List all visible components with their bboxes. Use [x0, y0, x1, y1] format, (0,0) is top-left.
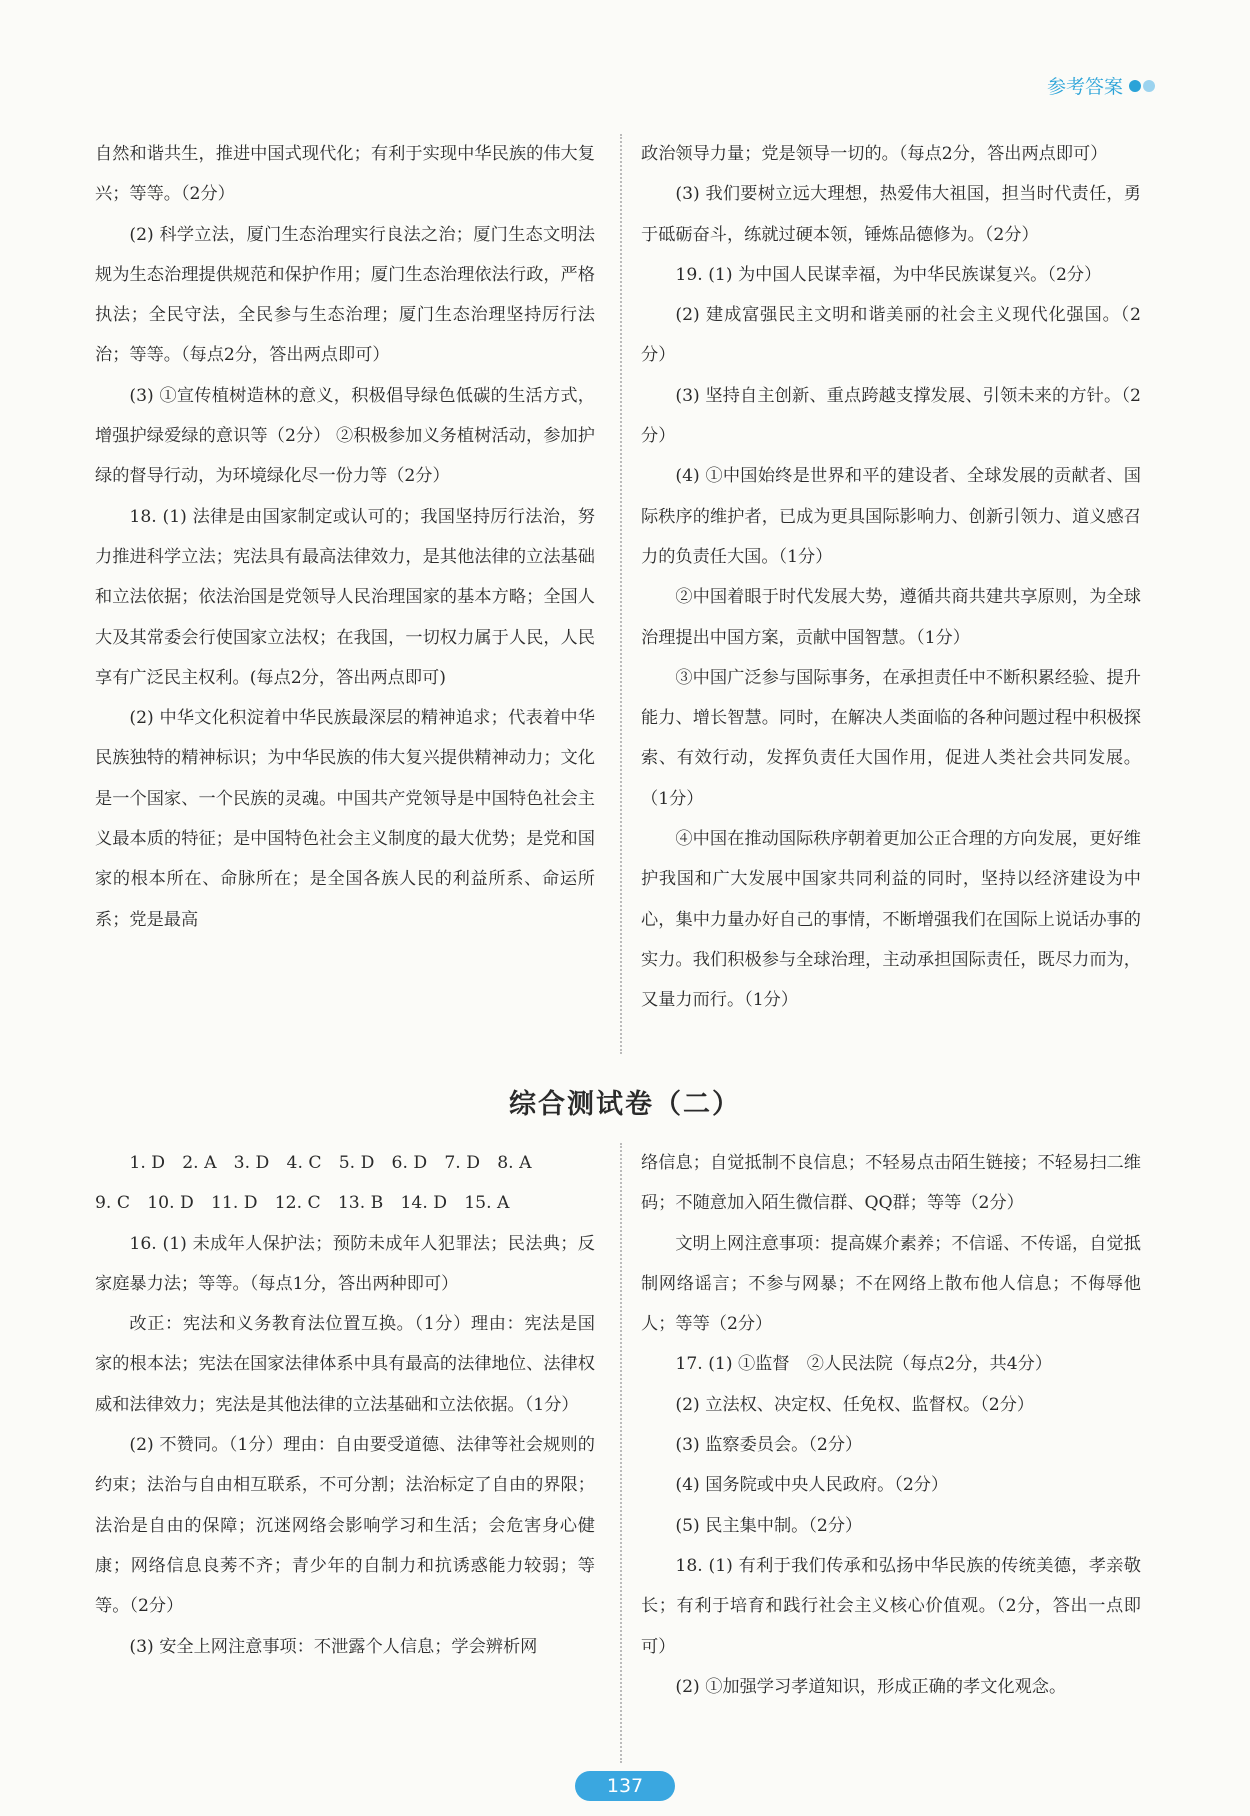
answer-paragraph: 文明上网注意事项：提高媒介素养；不信谣、不传谣，自觉抵制网络谣言；不参与网暴；不在网络上散布他人信息；不侮辱他人；等等（2分） [641, 1233, 1141, 1335]
bottom-left-column [95, 1143, 595, 1667]
answer-paragraph: 18. (1) 有利于我们传承和弘扬中华民族的传统美德，孝亲敬长；有利于培育和践行社会主义核心价值观。（2分，答出一点即可） [641, 1555, 1141, 1657]
answer-paragraph: 18. (1) 法律是由国家制定或认可的；我国坚持厉行法治，努力推进科学立法；宪法具有最高法律效力，是其他法律的立法基础和立法依据；依法治国是党领导人民治理国家的基本方略；全国人大及其常委会行使国家立法权；在我国，一切权力属于人民，人民享有广泛民主权利。(每点2分，答出两点即可) [95, 506, 595, 688]
answer-paragraph: 改正：宪法和义务教育法位置互换。（1分）理由：宪法是国家的根本法；宪法在国家法律体系中具有最高的法律地位、法律权威和法律效力；宪法是其他法律的立法基础和立法依据。（1分） [95, 1314, 595, 1415]
answer-paragraph: 1. D 2. A 3. D 4. C 5. D 6. D 7. D 8. A [129, 1153, 532, 1173]
answer-paragraph: (3) ①宣传植树造林的意义，积极倡导绿色低碳的生活方式，增强护绿爱绿的意识等（2分） ②积极参加义务植树活动，参加护绿的督导行动，为环境绿化尽一份力等（2分） [95, 385, 595, 487]
column-divider-top [620, 134, 622, 1054]
column-divider-bottom [620, 1143, 622, 1763]
answer-paragraph: ④中国在推动国际秩序朝着更加公正合理的方向发展，更好维护我国和广大发展中国家共同利益的同时，坚持以经济建设为中心，集中力量办好自己的事情，不断增强我们在国际上说话办事的实力。我们积极参与全球治理，主动承担国际责任，既尽力而为，又量力而行。（1分） [641, 829, 1141, 1011]
answer-paragraph: (2) ①加强学习孝道知识，形成正确的孝文化观念。 [675, 1676, 1067, 1697]
answer-paragraph: ②中国着眼于时代发展大势，遵循共商共建共享原则，为全球治理提出中国方案，贡献中国智慧。（1分） [641, 587, 1141, 648]
answer-paragraph: (3) 坚持自主创新、重点跨越支撑发展、引领未来的方针。（2分） [641, 385, 1141, 447]
answer-paragraph: (2) 立法权、决定权、任免权、监督权。（2分） [675, 1394, 1035, 1415]
answer-paragraph: ③中国广泛参与国际事务，在承担责任中不断积累经验、提升能力、增长智慧。同时，在解决人类面临的各种问题过程中积极探索、有效行动，发挥负责任大国作用，促进人类社会共同发展。（1分） [641, 667, 1141, 809]
answer-paragraph: (4) ①中国始终是世界和平的建设者、全球发展的贡献者、国际秩序的维护者，已成为更具国际影响力、创新引领力、道义感召力的负责任大国。（1分） [641, 466, 1141, 567]
answer-paragraph: (5) 民主集中制。（2分） [675, 1515, 863, 1536]
answer-paragraph: 自然和谐共生，推进中国式现代化；有利于实现中华民族的伟大复兴；等等。（2分） [95, 144, 595, 205]
answer-paragraph: (2) 科学立法，厦门生态治理实行良法之治；厦门生态文明法规为生态治理提供规范和保护作用；厦门生态治理依法行政，严格执法；全民守法，全民参与生态治理；厦门生态治理坚持厉行法治；等等。（每点2分，答出两点即可） [95, 224, 595, 366]
header-decoration-icon [1129, 80, 1155, 92]
answer-paragraph: (3) 我们要树立远大理想，热爱伟大祖国，担当时代责任，勇于砥砺奋斗，练就过硬本领，锤炼品德修为。（2分） [641, 184, 1141, 245]
bottom-right-column [641, 1143, 1141, 1707]
answer-paragraph: (3) 安全上网注意事项：不泄露个人信息；学会辨析网 [129, 1636, 538, 1657]
page-number: 137 [575, 1771, 675, 1801]
answer-paragraph: (2) 不赞同。（1分）理由：自由要受道德、法律等社会规则的约束；法治与自由相互联系，不可分割；法治标定了自由的界限；法治是自由的保障；沉迷网络会影响学习和生活；会危害身心健康；网络信息良莠不齐；青少年的自制力和抗诱惑能力较弱；等等。（2分） [95, 1435, 595, 1617]
answer-paragraph: 络信息；自觉抵制不良信息；不轻易点击陌生链接；不轻易扫二维码；不随意加入陌生微信群、QQ群；等等（2分） [641, 1153, 1141, 1214]
answer-paragraph: 17. (1) ①监督 ②人民法院（每点2分，共4分） [675, 1354, 1053, 1375]
header-label-text: 参考答案 [1046, 76, 1123, 98]
answer-paragraph: (3) 监察委员会。（2分） [675, 1435, 863, 1456]
answer-paragraph: (2) 中华文化积淀着中华民族最深层的精神追求；代表着中华民族独特的精神标识；为中华民族的伟大复兴提供精神动力；文化是一个国家、一个民族的灵魂。中国共产党领导是中国特色社会主义最本质的特征；是中国特色社会主义制度的最大优势；是党和国家的根本所在、命脉所在；是全国各族人民的利益所系、命运所系；党是最高 [95, 708, 595, 930]
answer-paragraph: 19. (1) 为中国人民谋幸福，为中华民族谋复兴。（2分） [675, 264, 1102, 285]
answer-paragraph: (2) 建成富强民主文明和谐美丽的社会主义现代化强国。（2分） [641, 305, 1141, 366]
answer-paragraph: 16. (1) 未成年人保护法；预防未成年人犯罪法；民法典；反家庭暴力法；等等。（每点1分，答出两种即可） [95, 1233, 595, 1294]
answer-paragraph: 9. C 10. D 11. D 12. C 13. B 14. D 15. A [95, 1193, 510, 1214]
answer-paragraph: (4) 国务院或中央人民政府。（2分） [675, 1475, 949, 1496]
answer-paragraph: 政治领导力量；党是领导一切的。（每点2分，答出两点即可） [641, 144, 1108, 164]
top-right-column [641, 134, 1141, 1021]
header-label [1047, 72, 1155, 99]
section-title: 综合测试卷（二） [509, 1089, 741, 1120]
top-left-column [95, 134, 595, 940]
